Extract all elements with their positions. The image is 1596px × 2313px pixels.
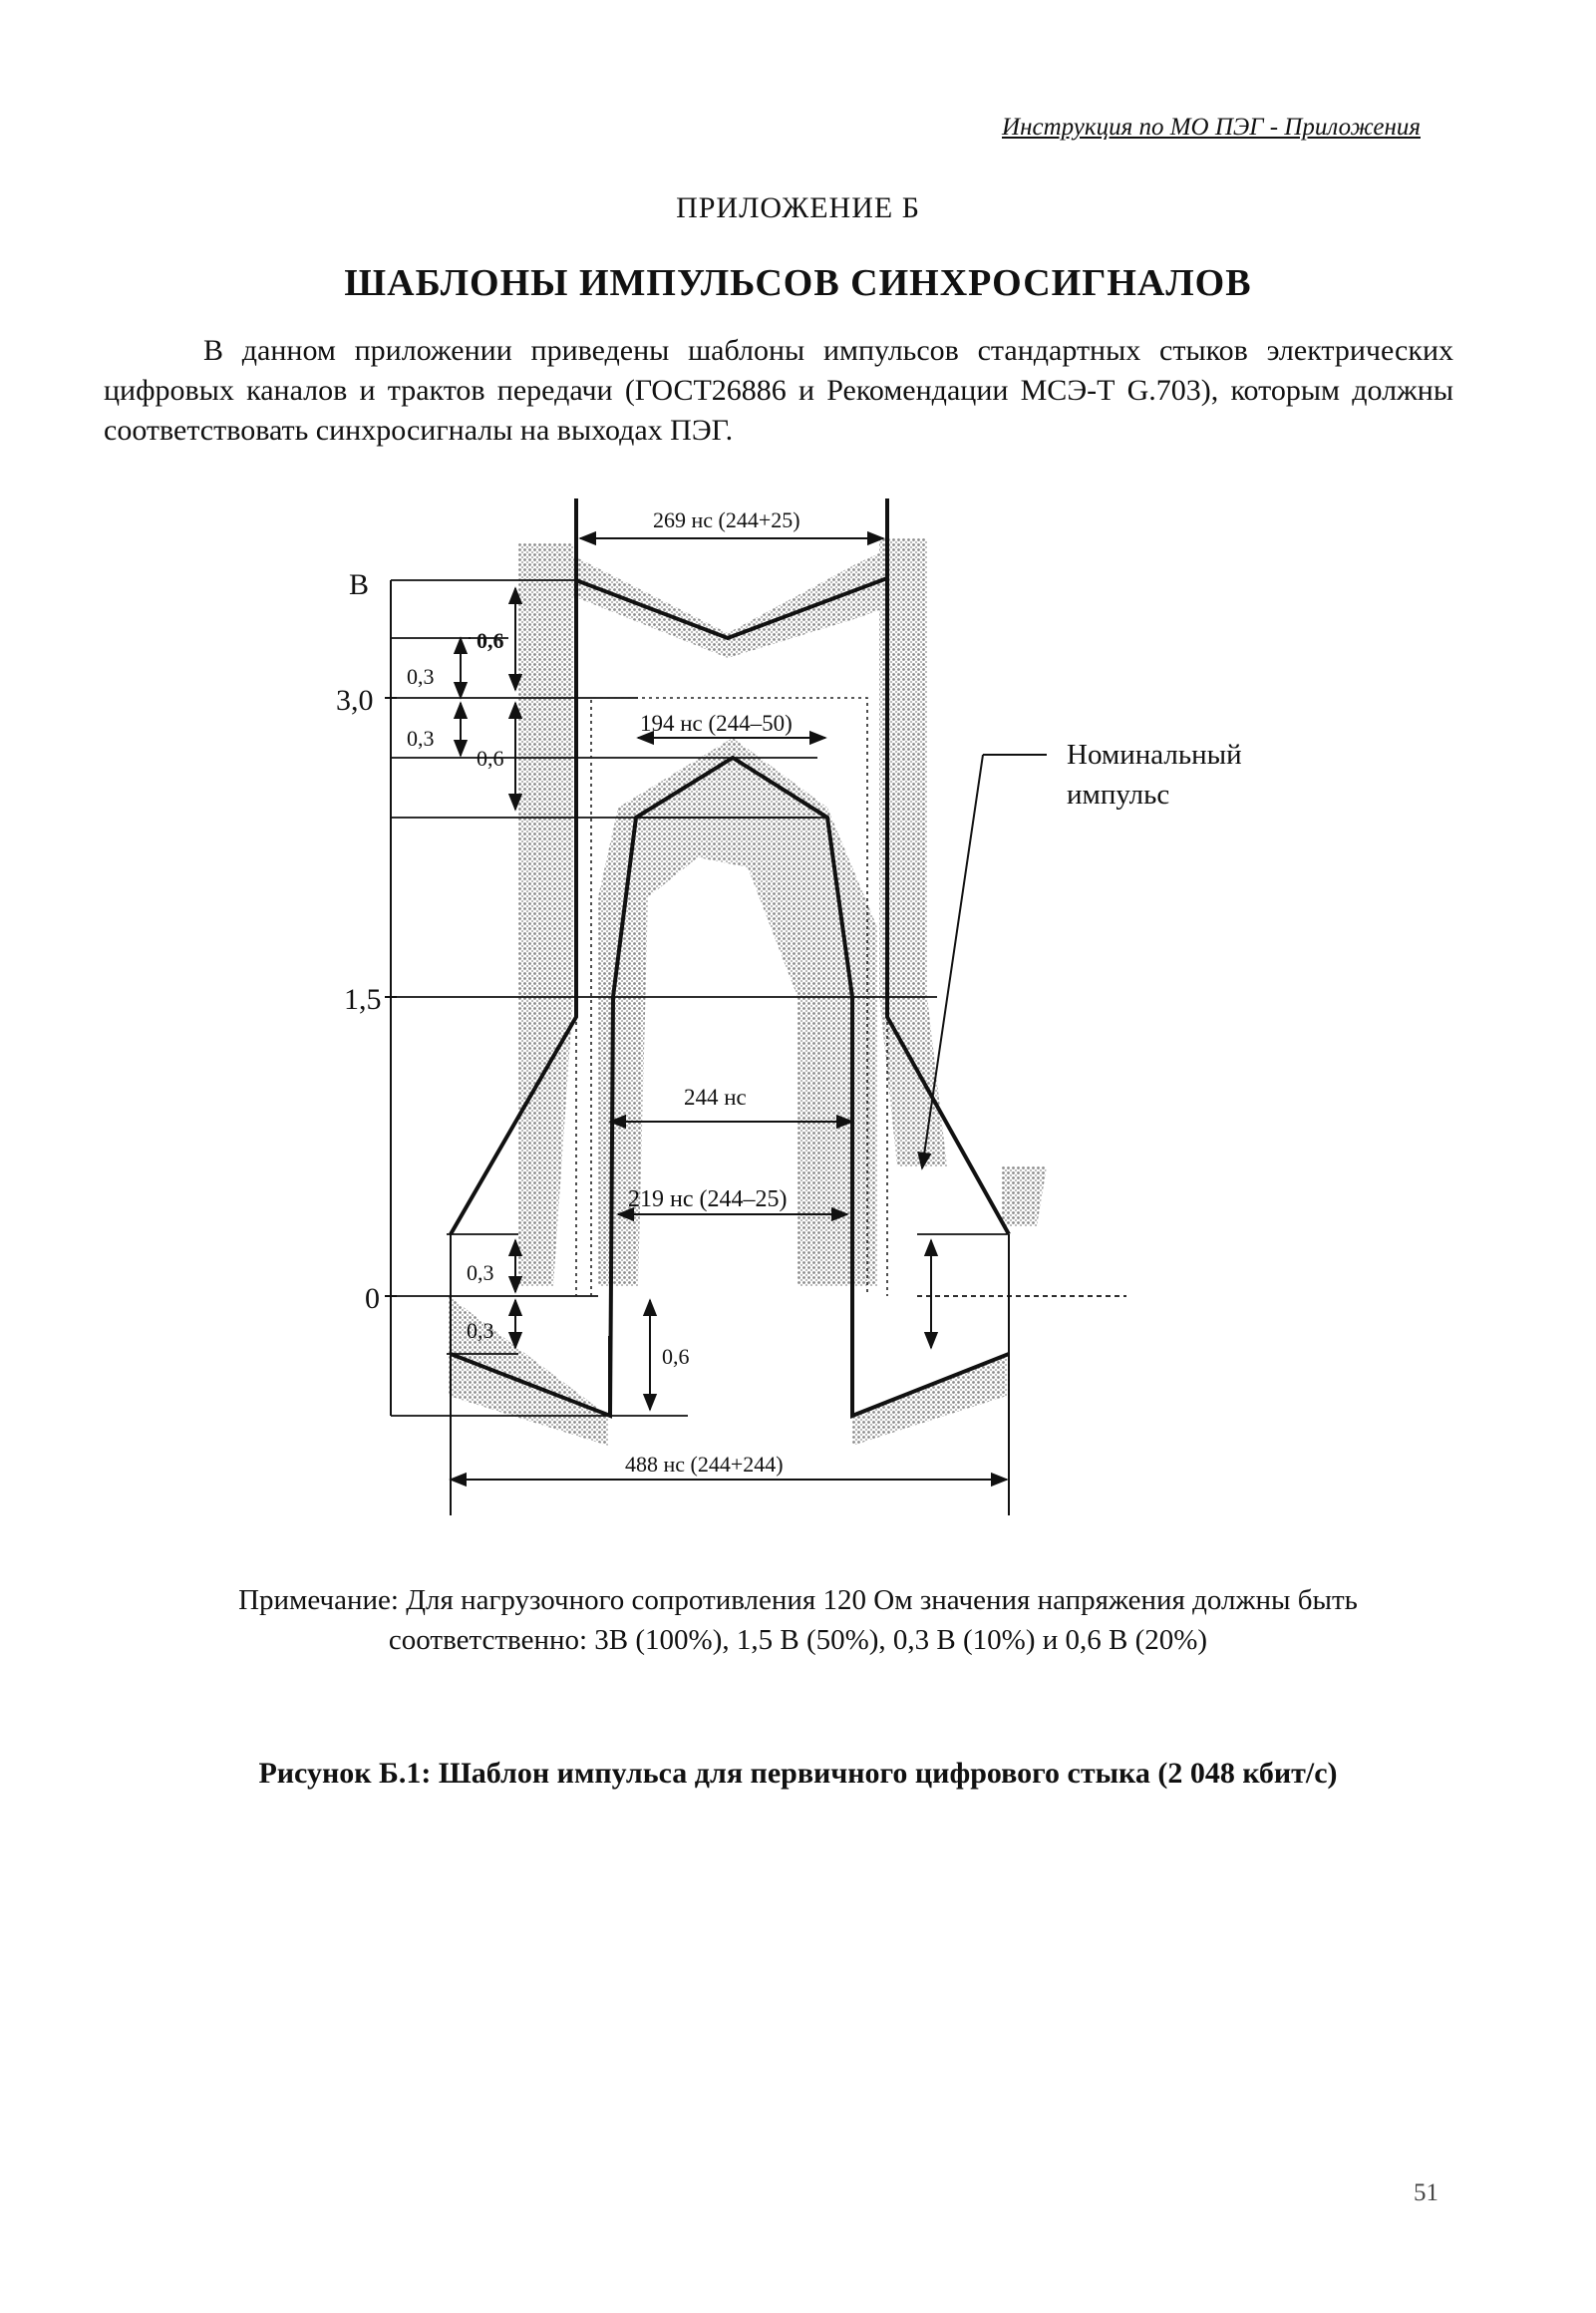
- appendix-label: ПРИЛОЖЕНИЕ Б: [676, 191, 920, 224]
- y-tick-label-1-5: 1,5: [344, 983, 382, 1016]
- tolerance-upper-a: 0,6: [477, 628, 504, 653]
- tolerance-lower-a: 0,3: [467, 1260, 494, 1285]
- tolerance-upper-b: 0,3: [407, 664, 435, 689]
- y-tick-label-0: 0: [365, 1282, 380, 1315]
- tolerance-shading: [449, 538, 1047, 1446]
- reference-lines: [391, 580, 1126, 1416]
- nominal-pulse-label-line-2: импульс: [1067, 779, 1170, 811]
- upper-inner-width-label: 194 нс (244–50): [640, 711, 793, 736]
- tolerance-lower-b: 0,3: [467, 1318, 494, 1343]
- tolerance-lower-c: 0,6: [662, 1344, 690, 1369]
- nominal-pulse-label-line-1: Номинальный: [1067, 739, 1242, 771]
- nominal-pulse-pointer: [922, 755, 1047, 1168]
- intro-paragraph: В данном приложении приведены шаблоны импульсов стандартных стыков электрических цифровых каналов и трактов передачи (ГОСТ26886 и Рекомендации МСЭ-Т G.703), которым должны соответствовать синхросигналы на выходах ПЭГ.: [104, 334, 1453, 447]
- top-width-label: 269 нс (244+25): [653, 507, 800, 532]
- figure-note-line-1: Примечание: Для нагрузочного сопротивления 120 Ом значения напряжения должны быть: [238, 1584, 1358, 1616]
- tolerance-upper-d: 0,6: [477, 746, 504, 771]
- running-header: Инструкция по МО ПЭГ - Приложения: [1002, 114, 1421, 141]
- figure-note-line-2: соответственно: 3В (100%), 1,5 В (50%), 0,3 В (10%) и 0,6 В (20%): [388, 1624, 1208, 1656]
- nominal-pulse-label: [1067, 739, 1249, 811]
- nominal-width-label: 244 нс: [684, 1085, 747, 1110]
- bottom-width-label: 488 нс (244+244): [625, 1452, 784, 1477]
- axis-unit-label: В: [349, 568, 370, 601]
- page-title: ШАБЛОНЫ ИМПУЛЬСОВ СИНХРОСИГНАЛОВ: [344, 262, 1252, 304]
- figure-caption: Рисунок Б.1: Шаблон импульса для первичного цифрового стыка (2 048 кбит/с): [258, 1757, 1338, 1790]
- y-tick-label-3: 3,0: [336, 684, 374, 717]
- figure-note: [0, 1580, 1596, 1660]
- page-number: 51: [1414, 2179, 1438, 2206]
- lower-inner-width-label: 219 нс (244–25): [628, 1186, 788, 1212]
- tolerance-upper-c: 0,3: [407, 726, 435, 751]
